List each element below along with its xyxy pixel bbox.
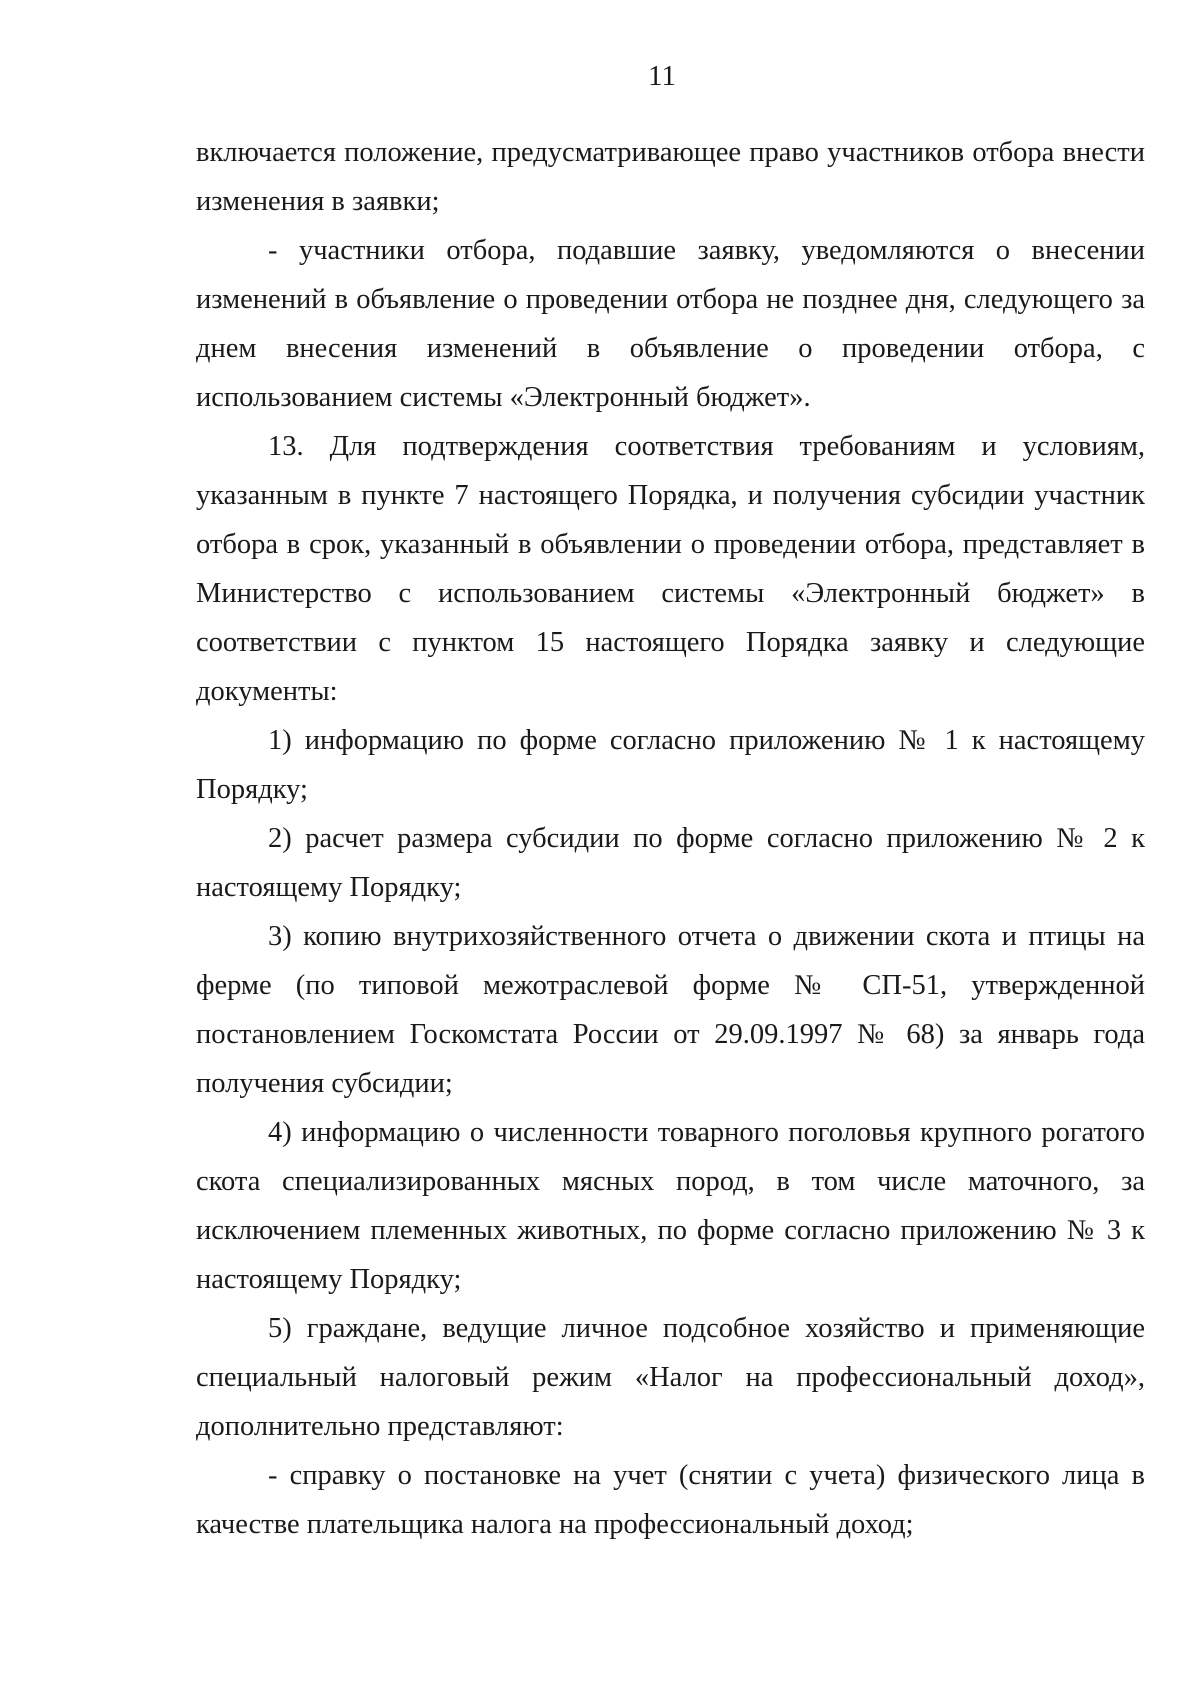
list-item-5: 5) граждане, ведущие личное подсобное хозяйство и применяющие специальный налоговый режим «Налог на профессиональный доход», дополнительно представляют: [196, 1313, 1145, 1442]
document-body [196, 128, 1145, 1549]
list-item-4: 4) информацию о численности товарного поголовья крупного рогатого скота специализированных мясных пород, в том числе маточного, за исключением племенных животных, по форме согласно приложению № 3 к настоящему Порядку; [196, 1117, 1145, 1295]
paragraph-item-13: 13. Для подтверждения соответствия требованиям и условиям, указанным в пункте 7 настоящего Порядка, и получения субсидии участник отбора в срок, указанный в объявлении о проведении отбора, представляет в Министерство с использованием системы «Электронный бюджет» в соответствии с пунктом 15 настоящего Порядка заявку и следующие документы: [196, 431, 1145, 707]
list-item-1: 1) информацию по форме согласно приложению № 1 к настоящему Порядку; [196, 725, 1145, 805]
page-number: 11 [648, 60, 676, 92]
list-item-2: 2) расчет размера субсидии по форме согласно приложению № 2 к настоящему Порядку; [196, 823, 1145, 903]
list-item-3: 3) копию внутрихозяйственного отчета о движении скота и птицы на ферме (по типовой межотраслевой форме № СП-51, утвержденной постановлением Госкомстата России от 29.09.1997 № 68) за январь года получения субсидии; [196, 921, 1145, 1099]
sub-item-certificate: - справку о постановке на учет (снятии с учета) физического лица в качестве плательщика налога на профессиональный доход; [196, 1460, 1145, 1540]
paragraph-continuation: включается положение, предусматривающее право участников отбора внести изменения в заявки; [196, 137, 1145, 217]
paragraph-notification: - участники отбора, подавшие заявку, уведомляются о внесении изменений в объявление о проведении отбора не позднее дня, следующего за днем внесения изменений в объявление о проведении отбора, с использованием системы «Электронный бюджет». [196, 235, 1145, 413]
